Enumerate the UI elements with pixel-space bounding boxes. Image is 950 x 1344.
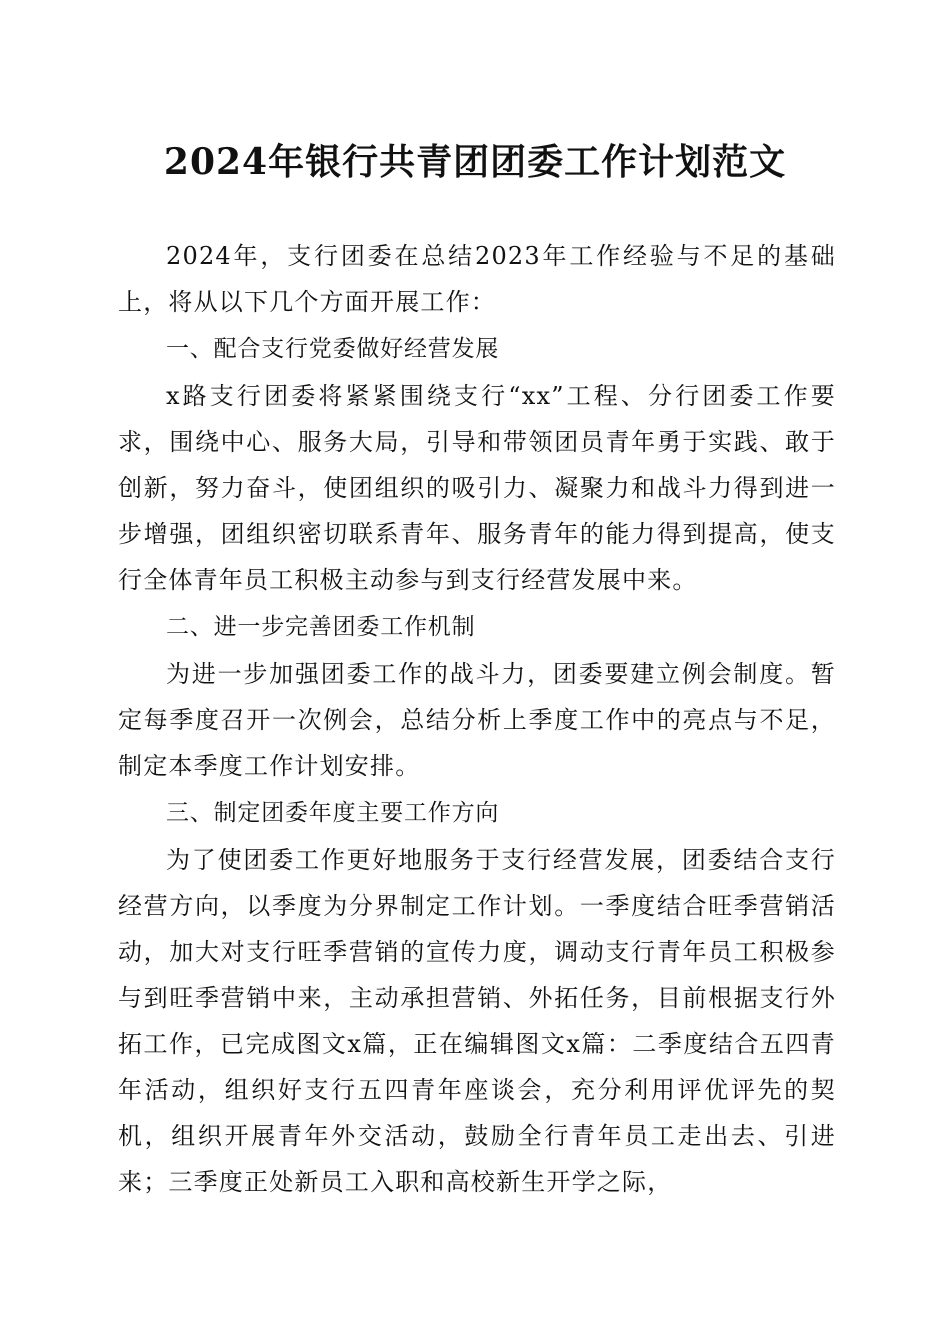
document-title: 2024年银行共青团团委工作计划范文: [163, 141, 787, 183]
intro-paragraph: 2024年，支行团委在总结2023年工作经验与不足的基础上，将从以下几个方面开展工作：: [118, 242, 836, 316]
section-heading-2: 二、进一步完善团委工作机制: [166, 614, 476, 640]
section-heading-3: 三、制定团委年度主要工作方向: [166, 800, 500, 826]
document-body: [118, 233, 836, 1205]
section-paragraph-2: 为进一步加强团委工作的战斗力，团委要建立例会制度。暂定每季度召开一次例会，总结分析上季度工作中的亮点与不足，制定本季度工作计划安排。: [118, 660, 836, 780]
section-paragraph-3: 为了使团委工作更好地服务于支行经营发展，团委结合支行经营方向，以季度为分界制定工作计划。一季度结合旺季营销活动，加大对支行旺季营销的宣传力度，调动支行青年员工积极参与到旺季营销中来，主动承担营销、外拓任务，目前根据支行外拓工作，已完成图文x篇，正在编辑图文x篇：二季度结合五四青年活动，组织好支行五四青年座谈会，充分利用评优评先的契机，组织开展青年外交活动，鼓励全行青年员工走出去、引进来；三季度正处新员工入职和高校新生开学之际，: [118, 846, 836, 1196]
section-paragraph-1: x路支行团委将紧紧围绕支行“xx”工程、分行团委工作要求，围绕中心、服务大局，引导和带领团员青年勇于实践、敢于创新，努力奋斗，使团组织的吸引力、凝聚力和战斗力得到进一步增强，团组织密切联系青年、服务青年的能力得到提高，使支行全体青年员工积极主动参与到支行经营发展中来。: [118, 382, 836, 594]
section-heading-1: 一、配合支行党委做好经营发展: [166, 336, 500, 362]
